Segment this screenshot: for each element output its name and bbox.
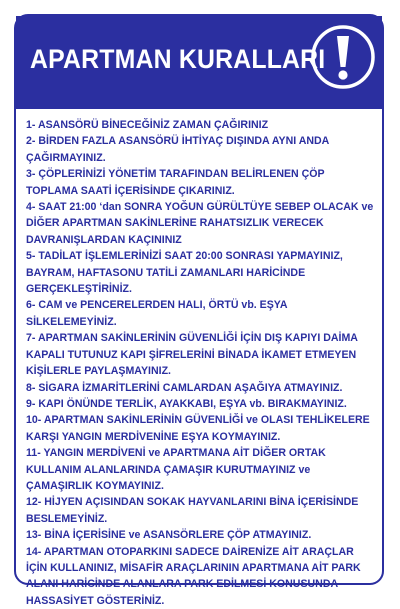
rule-item-3: 3- ÇÖPLERİNİZİ YÖNETİM TARAFINDAN BELİRLENEN ÇÖP TOPLAMA SAATİ İÇERİSİNDE ÇIKARINIZ. [26,168,325,197]
rule-item-7: 7- APARTMAN SAKİNLERİNİN GÜVENLİĞİ İÇİN DIŞ KAPIYI DAİMA KAPALI TUTUNUZ KAPI ŞİFRELERİNİ BİNADA İKAMET ETMEYEN KİŞİLERLE PAYLAŞMAYINIZ. [26,332,358,378]
rule-item-9: 9- KAPI ÖNÜNDE TERLİK, AYAKKABI, EŞYA vb. BIRAKMAYINIZ. [26,397,347,410]
rules-sign [14,14,384,607]
rule-item-2: 2- BİRDEN FAZLA ASANSÖRÜ İHTİYAÇ DIŞINDA AYNI ANDA ÇAĞIRMAYINIZ. [26,135,329,164]
rule-item-12: 12- HİJYEN AÇISINDAN SOKAK HAYVANLARINI BİNA İÇERİSİNDE BESLEMEYİNİZ. [26,496,359,525]
rule-item-14: 14- APARTMAN OTOPARKINI SADECE DAİRENİZE AİT ARAÇLAR İÇİN KULLANINIZ, MİSAFİR ARAÇLARININ APARTMANA AİT PARK ALANI HARİCİNDE ALANLARA PARK EDİLMESİ KONUSUNDA HASSASİYET GÖSTERİNİZ. [26,545,361,607]
rules-list [26,117,376,609]
rule-item-13: 13- BİNA İÇERİSİNE ve ASANSÖRLERE ÇÖP ATMAYINIZ. [26,529,312,542]
rule-item-11: 11- YANGIN MERDİVENİ ve APARTMANA AİT DİĞER ORTAK KULLANIM ALANLARINDA ÇAMAŞIR KURUTMAYINIZ ve ÇAMAŞIRLIK KOYMAYINIZ. [26,447,326,492]
rule-item-1: 1- ASANSÖRÜ BİNECEĞİNİZ ZAMAN ÇAĞIRINIZ [26,119,269,131]
rule-item-8: 8- SİGARA İZMARİTLERİNİ CAMLARDAN AŞAĞIYA ATMAYINIZ. [26,381,343,394]
exclamation-circle-icon [308,22,378,92]
sign-title: APARTMAN KURALLARI [30,44,326,74]
rule-item-10: 10- APARTMAN SAKİNLERİNİN GÜVENLİĞİ ve OLASI TEHLİKELERE KARŞI YANGIN MERDİVENİNE EŞYA KOYMAYINIZ. [26,414,370,443]
rule-item-4: 4- SAAT 21:00 ‘dan SONRA YOĞUN GÜRÜLTÜYE SEBEP OLACAK ve DİĞER APARTMAN SAKİNLERİNE RAHATSIZLIK VERECEK DAVRANIŞLARDAN KAÇININIZ [26,201,374,246]
rule-item-5: 5- TADİLAT İŞLEMLERİNİZİ SAAT 20:00 SONRASI YAPMAYINIZ, BAYRAM, HAFTASONU TATİLİ ZAMANLARI HARİCİNDE GERÇEKLEŞTİRİNİZ. [26,250,343,296]
rule-item-6: 6- CAM ve PENCERELERDEN HALI, ÖRTÜ vb. EŞYA SİLKELEMEYİNİZ. [26,299,288,328]
sign-header [16,16,382,109]
